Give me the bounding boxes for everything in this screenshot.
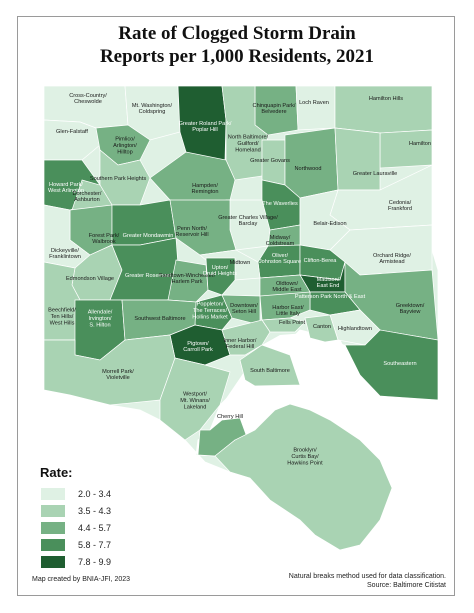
neighborhood-label: Greektown/ Bayview: [395, 302, 425, 316]
neighborhood-label: South Baltimore: [250, 368, 290, 374]
neighborhood-label: Orchard Ridge/ Armistead: [373, 252, 411, 266]
legend-label: 5.8 - 7.7: [78, 540, 112, 550]
neighborhood-label: Greater Govans: [250, 158, 290, 164]
neighborhood-label: Patterson Park North & East: [294, 294, 366, 300]
legend-title: Rate:: [40, 465, 73, 480]
neighborhood-label: Midtown: [229, 260, 251, 266]
neighborhood-label: Inner Harbor/ Federal Hill: [223, 337, 257, 351]
neighborhood-label: Midway/ Coldstream: [265, 234, 295, 248]
legend-swatch: [40, 538, 66, 552]
neighborhood-label: Greater Charles Village/ Barclay: [218, 214, 278, 228]
neighborhood-label: Pimlico/ Arlington/ Hilltop: [113, 136, 137, 156]
neighborhood-label: Greater Mondawmin: [122, 233, 174, 239]
neighborhood-label: Allendale/ Irvington/ S. Hilton: [87, 309, 113, 329]
neighborhood-label: Greater Lauraville: [352, 171, 398, 177]
neighborhood-label: Hampden/ Remington: [191, 182, 219, 196]
neighborhood-label: Highlandtown: [338, 326, 372, 332]
neighborhood-greater-lauraville: [335, 128, 380, 190]
neighborhood-label: Loch Raven: [299, 100, 329, 106]
neighborhood-label: Clifton-Berea: [303, 258, 337, 264]
legend-row: [40, 537, 111, 553]
neighborhood-label: Poppleton/ The Terraces/ Hollins Market: [192, 301, 228, 321]
neighborhood-hamilton: [380, 130, 432, 168]
legend-row: [40, 503, 111, 519]
neighborhood-label: Chinquapin Park/ Belvedere: [252, 102, 296, 116]
legend-swatch: [40, 487, 66, 501]
legend-label: 7.8 - 9.9: [78, 557, 112, 567]
neighborhood-label: Sandtown-Winchester/ Harlem Park: [158, 272, 216, 286]
neighborhood-label: North Baltimore/ Guilford/ Homeland: [227, 134, 269, 154]
neighborhood-label: Upton/ Druid Heights: [203, 264, 237, 278]
title-line-1: Rate of Clogged Storm Drain: [118, 23, 356, 44]
neighborhood-label: Beechfield/ Ten Hills/ West Hills: [48, 307, 76, 327]
neighborhood-label: Southwest Baltimore: [134, 316, 186, 322]
method-note: Natural breaks method used for data classification.: [288, 573, 446, 580]
legend-label: 4.4 - 5.7: [78, 523, 112, 533]
neighborhood-label: Westport/ Mt. Winans/ Lakeland: [180, 391, 210, 411]
neighborhood-label: Hamilton Hills: [368, 96, 404, 102]
legend-swatch: [40, 555, 66, 569]
neighborhood-label: Oliver/ Johnston Square: [258, 252, 302, 266]
legend-label: 3.5 - 4.3: [78, 506, 112, 516]
legend: [40, 486, 111, 571]
neighborhood-label: Cross-Country/ Cheswolde: [69, 92, 107, 106]
neighborhood-label: Edmondson Village: [65, 276, 115, 282]
title-line-2: Reports per 1,000 Residents, 2021: [99, 46, 375, 67]
neighborhood-loch-raven: [296, 86, 335, 130]
neighborhood-label: Fells Point: [278, 320, 306, 326]
neighborhood-label: Greater Roland Park/ Poplar Hill: [178, 120, 232, 134]
neighborhood-label: Greater Rosemont: [124, 273, 172, 279]
legend-row: [40, 520, 111, 536]
neighborhood-label: Dickeyville/ Franklintown: [49, 247, 81, 261]
neighborhood-label: Belair-Edison: [313, 221, 347, 227]
neighborhood-label: Madison/ East End: [316, 276, 340, 290]
legend-row: [40, 554, 111, 570]
neighborhood-label: Brooklyn/ Curtis Bay/ Hawkins Point: [287, 447, 323, 467]
neighborhood-label: Penn North/ Reservoir Hill: [175, 225, 209, 239]
neighborhood-label: Oldtown/ Middle East: [272, 280, 302, 294]
neighborhood-label: Southern Park Heights: [89, 176, 147, 182]
legend-row: [40, 486, 111, 502]
neighborhood-label: Northwood: [294, 166, 322, 172]
neighborhood-label: Forest Park/ Walbrook: [88, 232, 120, 246]
source-note: Source: Baltimore Citistat: [367, 582, 446, 589]
neighborhood-label: Morrell Park/ Violetville: [102, 368, 134, 382]
neighborhood-label: Southeastern: [383, 361, 417, 367]
map-notes: [289, 572, 446, 590]
neighborhood-label: Cherry Hill: [216, 414, 244, 420]
neighborhood-northwood: [285, 128, 338, 198]
neighborhood-label: Cedonia/ Frankford: [388, 199, 412, 213]
neighborhood-label: Dorchester/ Ashburton: [72, 190, 102, 204]
neighborhood-label: Canton: [312, 324, 332, 330]
neighborhood-label: Mt. Washington/ Coldspring: [131, 102, 173, 116]
neighborhood-label: Pigtown/ Carroll Park: [183, 340, 213, 354]
legend-label: 2.0 - 3.4: [78, 489, 112, 499]
neighborhood-label: Glen-Falstaff: [56, 129, 88, 135]
legend-swatch: [40, 521, 66, 535]
neighborhood-label: The Waverlies: [262, 201, 298, 207]
neighborhood-label: Hamilton: [408, 141, 432, 147]
neighborhood-label: Howard Park/ West Arlington: [48, 181, 84, 195]
neighborhood-label: Downtown/ Seton Hill: [230, 302, 258, 316]
neighborhood-hamilton-hills: [335, 86, 432, 133]
map-credit: Map created by BNIA-JFI, 2023: [32, 576, 131, 583]
neighborhood-label: Harbor East/ Little Italy: [272, 304, 304, 318]
legend-swatch: [40, 504, 66, 518]
